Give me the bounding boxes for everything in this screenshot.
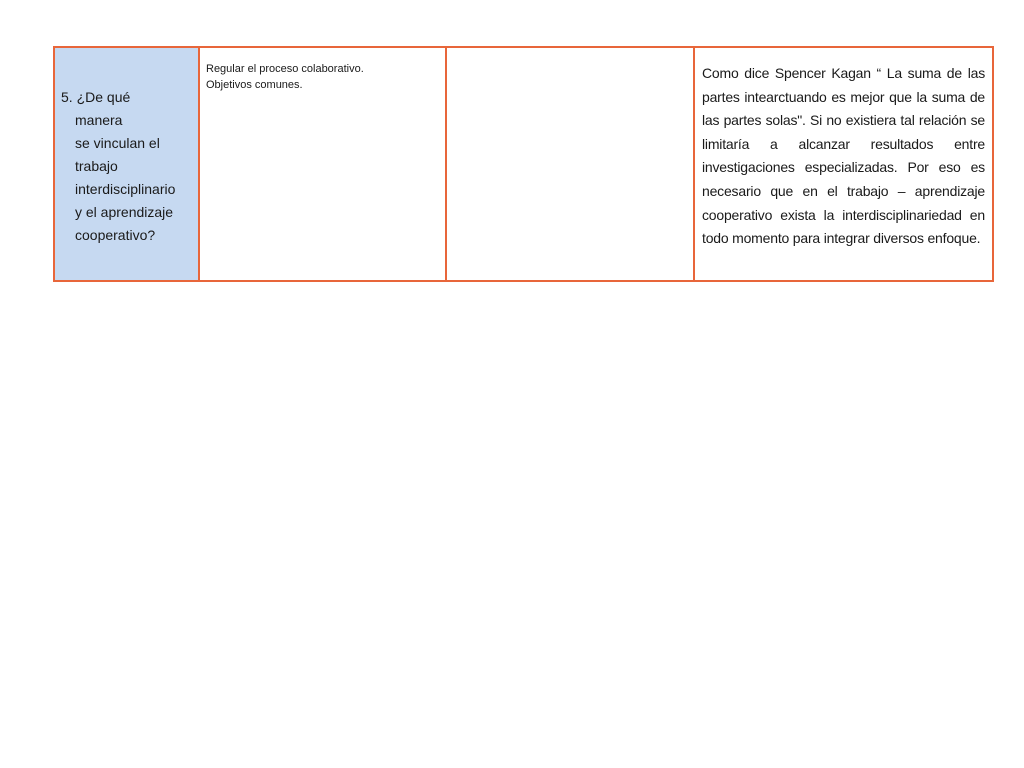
question-line: y el aprendizaje: [75, 204, 174, 220]
notes-text: [200, 48, 445, 93]
empty-cell: [446, 47, 694, 281]
question-line: interdisciplinario: [75, 181, 176, 197]
notes-line: Objetivos comunes.: [206, 79, 303, 91]
notes-cell: [199, 47, 446, 281]
notes-line: Regular el proceso colaborativo.: [206, 63, 364, 75]
question-line: manera: [75, 112, 123, 128]
table-row: [54, 47, 993, 281]
question-line: trabajo: [75, 158, 118, 174]
question-cell: [54, 47, 199, 281]
question-line: cooperativo?: [75, 227, 156, 243]
question-line: 5. ¿De qué: [61, 89, 131, 105]
answer-cell: [694, 47, 993, 281]
question-text: [55, 48, 198, 247]
question-line: se vinculan el: [75, 135, 160, 151]
content-table: [53, 46, 994, 282]
answer-text: Como dice Spencer Kagan “ La suma de las partes intearctuando es mejor que la suma de las partes solas". Si no existiera tal relación se limitaría a alcanzar resultados entre investigaciones especializadas. Por eso es necesario que en el trabajo – aprendizaje cooperativo exista la interdisciplinariedad en todo momento para integrar diversos enfoque.: [702, 65, 985, 247]
